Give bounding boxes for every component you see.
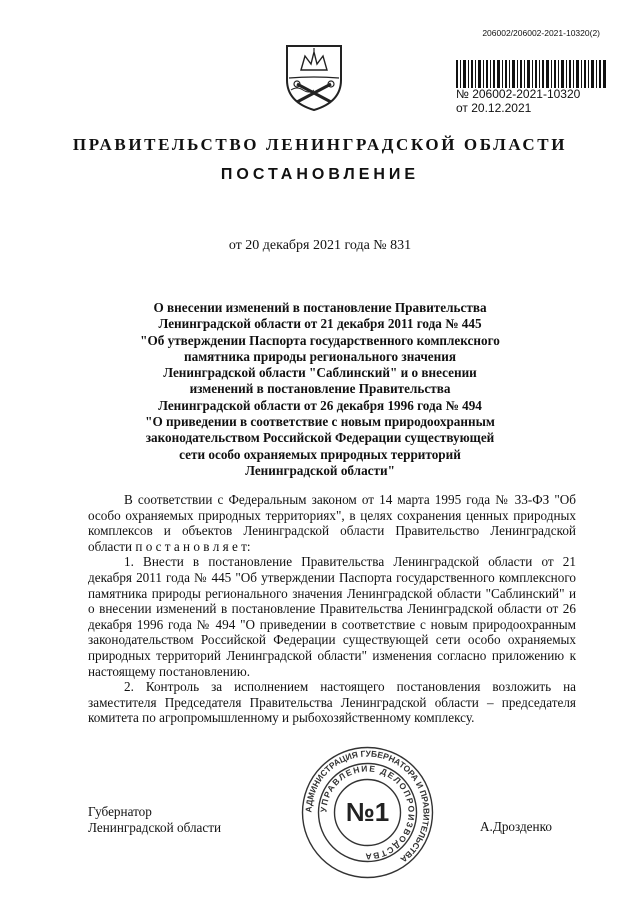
subject-line: Ленинградской области "Саблинский" и о внесении — [163, 365, 477, 381]
government-title: ПРАВИТЕЛЬСТВО ЛЕНИНГРАДСКОЙ ОБЛАСТИ — [72, 135, 568, 154]
subject-line: Ленинградской области от 26 декабря 1996 года № 494 — [158, 397, 482, 413]
position-line: Ленинградской области — [88, 819, 222, 835]
barcode — [456, 60, 606, 88]
subject-line: О внесении изменений в постановление Правительства — [153, 300, 487, 315]
signatory-name: А.Дрозденко — [480, 819, 552, 834]
subject-line: памятника природы регионального значения — [184, 348, 456, 364]
subject-line: изменений в постановление Правительства — [189, 381, 451, 397]
subject-line: "О приведении в соответствие с новым природоохранным — [145, 414, 495, 430]
subject-line: Ленинградской области от 21 декабря 2011 года № 445 — [158, 316, 482, 332]
coat-of-arms-icon — [283, 40, 345, 112]
position-line: Губернатор — [88, 804, 152, 819]
subject-line: сети особо охраняемых природных территорий — [179, 446, 461, 462]
doc-date: от 20.12.2021 — [456, 101, 532, 115]
decree-subject — [110, 300, 530, 479]
document-registration — [456, 87, 580, 115]
signatory-position — [88, 804, 221, 835]
preamble-paragraph: В соответствии с Федеральным законом от 14 марта 1995 года № 33-ФЗ "Об особо охраняемых природных территориях", в целях сохранения ценных природных комплексов и объектов Ленинградской области Правительство Ленинградской области п о с т а н о в л я е т: — [88, 492, 576, 554]
decree-date-line: от 20 декабря 2021 года № 831 — [228, 238, 412, 253]
svg-text:№1: №1 — [345, 797, 390, 827]
registration-code: 206002/206002-2021-10320(2) — [482, 28, 600, 38]
subject-line: Ленинградской области" — [245, 462, 395, 478]
subject-line: "Об утверждении Паспорта государственного комплексного — [140, 332, 500, 348]
doc-number: № 206002-2021-10320 — [456, 87, 581, 101]
decree-title: ПОСТАНОВЛЕНИЕ — [220, 166, 420, 183]
item-1-paragraph: 1. Внести в постановление Правительства Ленинградской области от 21 декабря 2011 года № 445 "Об утверждении Паспорта государственного комплексного памятника природы регионального значения Ленинградской области "Саблинский" и о внесении изменений в постановление Правительства Ленинградской области от 26 декабря 1996 года № 494 "О приведении в соответствие с новым природоохранным законодательством Российской Федерации существующей сети особо охраняемых природных территорий Ленинградской области" изменения согласно приложению к настоящему постановлению. — [88, 554, 576, 679]
item-2-paragraph: 2. Контроль за исполнением настоящего постановления возложить на заместителя Председателя Правительства Ленинградской области – председателя комитета по агропромышленному и рыбохозяйственному комплексу. — [88, 679, 576, 726]
svg-text:АДМИНИСТРАЦИЯ ГУБЕРНАТОРА И ПР: АДМИНИСТРАЦИЯ ГУБЕРНАТОРА И ПРАВИТЕЛЬСТВА — [303, 748, 432, 865]
decree-body — [88, 492, 576, 726]
subject-line: законодательством Российской Федерации существующей — [145, 430, 495, 446]
svg-text:УПРАВЛЕНИЕ ДЕЛОПРОИЗВОДСТВА: УПРАВЛЕНИЕ ДЕЛОПРОИЗВОДСТВА — [318, 763, 417, 862]
official-stamp — [300, 745, 435, 880]
